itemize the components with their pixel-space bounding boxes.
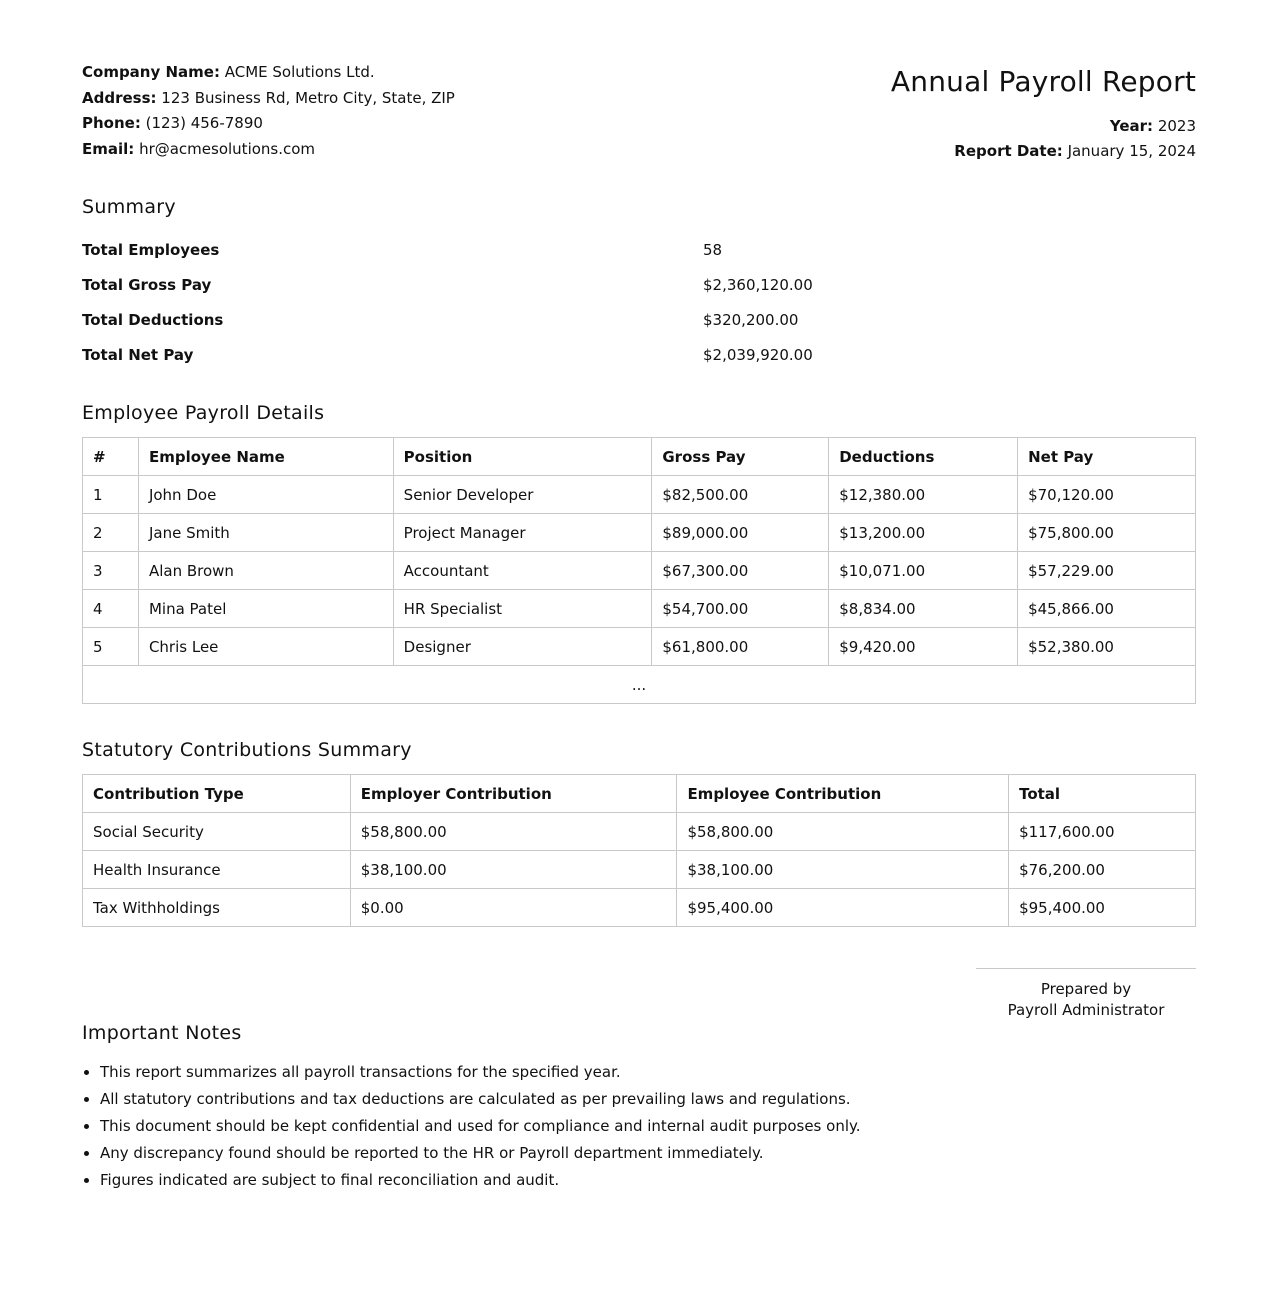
summary-label: Total Deductions — [82, 310, 224, 329]
summary-table — [82, 232, 1196, 372]
table-cell: $54,700.00 — [652, 590, 829, 628]
list-item: • Any discrepancy found should be reported to the HR or Payroll department immediately. — [100, 1140, 861, 1167]
table-cell: $8,834.00 — [829, 590, 1018, 628]
company-phone: (123) 456-7890 — [145, 114, 263, 133]
summary-label: Total Net Pay — [82, 345, 194, 364]
table-cell: $75,800.00 — [1018, 514, 1196, 552]
table-cell: $38,100.00 — [677, 851, 1009, 889]
company-name-label: Company Name: — [82, 63, 220, 81]
column-header: Gross Pay — [652, 438, 829, 476]
table-cell: $95,400.00 — [677, 889, 1009, 927]
report-date: January 15, 2024 — [1067, 142, 1196, 160]
table-cell: Project Manager — [393, 514, 652, 552]
column-header: Employer Contribution — [350, 775, 677, 813]
table-cell: Health Insurance — [83, 851, 351, 889]
company-name-row — [82, 60, 455, 86]
table-cell: $0.00 — [350, 889, 677, 927]
company-phone-row — [82, 111, 455, 137]
column-header: # — [83, 438, 139, 476]
table-cell: 4 — [83, 590, 139, 628]
column-header: Employee Contribution — [677, 775, 1009, 813]
column-header: Total — [1009, 775, 1196, 813]
company-email-label: Email: — [82, 139, 135, 158]
list-item: • This report summarizes all payroll transactions for the specified year. — [100, 1059, 861, 1086]
table-cell: Accountant — [393, 552, 652, 590]
report-date-row — [891, 139, 1196, 164]
table-cell: $45,866.00 — [1018, 590, 1196, 628]
summary-label: Total Gross Pay — [82, 275, 212, 294]
signature-block — [976, 968, 1196, 1021]
contributions-table — [82, 774, 1196, 927]
table-cell: $117,600.00 — [1009, 813, 1196, 851]
column-header: Contribution Type — [83, 775, 351, 813]
notes-heading: Important Notes — [82, 1022, 242, 1044]
report-year: 2023 — [1157, 117, 1196, 135]
summary-row — [82, 267, 1196, 302]
table-cell: $10,071.00 — [829, 552, 1018, 590]
table-cell: Senior Developer — [393, 476, 652, 514]
table-cell: John Doe — [138, 476, 393, 514]
table-cell: 5 — [83, 628, 139, 666]
employee-payroll-table — [82, 437, 1196, 704]
column-header: Position — [393, 438, 652, 476]
table-cell: $89,000.00 — [652, 514, 829, 552]
table-cell: Mina Patel — [138, 590, 393, 628]
report-date-label: Report Date: — [954, 142, 1063, 160]
company-email-row — [82, 137, 455, 163]
company-address: 123 Business Rd, Metro City, State, ZIP — [161, 88, 455, 107]
page-title: Annual Payroll Report — [890, 65, 1196, 98]
table-cell: Alan Brown — [138, 552, 393, 590]
list-item: • All statutory contributions and tax deductions are calculated as per prevailing laws and regulations. — [100, 1086, 861, 1113]
table-cell: $57,229.00 — [1018, 552, 1196, 590]
table-cell: $9,420.00 — [829, 628, 1018, 666]
company-phone-label: Phone: — [82, 114, 141, 133]
table-cell: Jane Smith — [138, 514, 393, 552]
summary-value: $320,200.00 — [703, 310, 799, 329]
table-cell: Tax Withholdings — [83, 889, 351, 927]
report-header — [82, 0, 1196, 180]
table-ellipsis-row — [83, 666, 1196, 704]
table-row — [83, 552, 1196, 590]
table-row — [83, 476, 1196, 514]
summary-heading: Summary — [82, 196, 176, 218]
column-header: Deductions — [829, 438, 1018, 476]
signature-prepared-by: Prepared by — [1040, 980, 1132, 998]
notes-list — [82, 1059, 861, 1194]
report-year-row — [891, 114, 1196, 139]
report-meta — [891, 114, 1196, 164]
summary-value: $2,039,920.00 — [703, 345, 813, 364]
table-header-row — [83, 438, 1196, 476]
table-cell: $70,120.00 — [1018, 476, 1196, 514]
table-row — [83, 851, 1196, 889]
report-year-label: Year: — [1109, 117, 1154, 135]
table-row — [83, 590, 1196, 628]
table-cell: Designer — [393, 628, 652, 666]
table-cell: 2 — [83, 514, 139, 552]
table-cell: Social Security — [83, 813, 351, 851]
table-cell: $95,400.00 — [1009, 889, 1196, 927]
table-cell: $67,300.00 — [652, 552, 829, 590]
table-row — [83, 514, 1196, 552]
list-item: • Figures indicated are subject to final reconciliation and audit. — [100, 1167, 861, 1194]
table-row — [83, 889, 1196, 927]
table-cell: Chris Lee — [138, 628, 393, 666]
details-heading: Employee Payroll Details — [82, 402, 325, 424]
summary-label: Total Employees — [82, 240, 220, 259]
payroll-report — [82, 0, 1196, 1189]
table-cell: $58,800.00 — [350, 813, 677, 851]
report-title-block — [891, 64, 1196, 164]
signature-role: Payroll Administrator — [1007, 1001, 1165, 1019]
table-cell: $58,800.00 — [677, 813, 1009, 851]
table-cell: $52,380.00 — [1018, 628, 1196, 666]
column-header: Employee Name — [138, 438, 393, 476]
table-row — [83, 813, 1196, 851]
company-name: ACME Solutions Ltd. — [224, 63, 375, 81]
company-info — [82, 60, 455, 162]
company-email: hr@acmesolutions.com — [139, 139, 316, 158]
summary-row — [82, 337, 1196, 372]
table-cell: $76,200.00 — [1009, 851, 1196, 889]
company-address-row — [82, 86, 455, 112]
table-cell: HR Specialist — [393, 590, 652, 628]
list-item: • This document should be kept confidential and used for compliance and internal audit purposes only. — [100, 1113, 861, 1140]
table-cell: 1 — [83, 476, 139, 514]
table-row — [83, 628, 1196, 666]
table-cell: $13,200.00 — [829, 514, 1018, 552]
contributions-heading: Statutory Contributions Summary — [82, 739, 412, 761]
table-cell: $82,500.00 — [652, 476, 829, 514]
summary-value: $2,360,120.00 — [703, 275, 813, 294]
table-header-row — [83, 775, 1196, 813]
table-cell: $61,800.00 — [652, 628, 829, 666]
summary-row — [82, 302, 1196, 337]
table-cell: $12,380.00 — [829, 476, 1018, 514]
column-header: Net Pay — [1018, 438, 1196, 476]
table-cell: 3 — [83, 552, 139, 590]
summary-value: 58 — [703, 240, 723, 259]
table-cell: $38,100.00 — [350, 851, 677, 889]
company-address-label: Address: — [82, 88, 157, 107]
summary-row — [82, 232, 1196, 267]
ellipsis-cell: ... — [83, 666, 1196, 704]
